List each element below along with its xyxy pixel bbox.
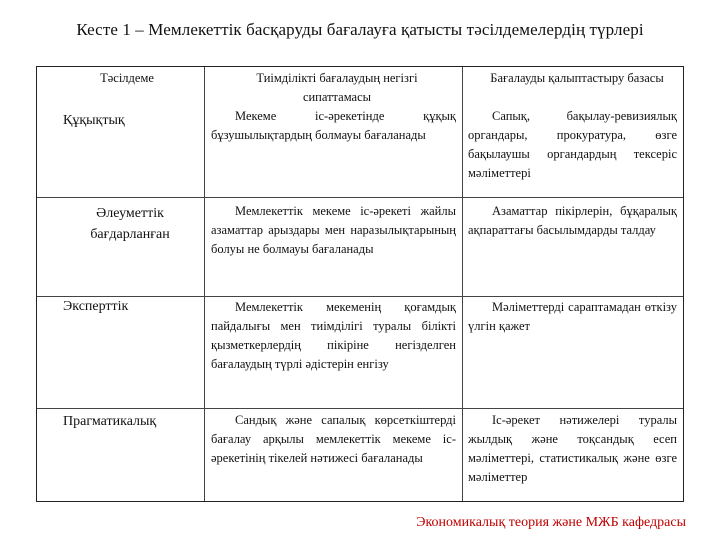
row-description: Мекеме іс-әрекетінде құқық бұзушылықтардың болмауы бағаланады <box>211 109 456 142</box>
row-basis: Сапық, бақылау-ревизиялық органдары, прокуратура, өзге бақылаушы органдардың тексеріс мәліметтері <box>468 109 677 180</box>
row-basis: Азаматтар пікірлерін, бұқаралық ақпараттағы басылымдарды талдау <box>468 204 677 237</box>
row-name: Прагматикалық <box>63 414 157 429</box>
department-footer: Экономикалық теория және МЖБ кафедрасы <box>416 515 686 530</box>
row-name: Әлеуметтік бағдарланған <box>90 206 170 242</box>
header-approach: Тәсілдеме <box>100 71 154 85</box>
column-divider <box>204 67 205 501</box>
column-divider <box>462 67 463 501</box>
row-name: Эксперттік <box>63 299 129 314</box>
row-basis: Мәліметтерді сараптамадан өткізу үлгін қажет <box>468 300 677 333</box>
row-basis: Іс-әрекет нәтижелері туралы жылдық және тоқсандық есеп мәліметтері, статистикалық және өзге мәліметтер <box>468 413 677 484</box>
header-basis: Бағалауды қалыптастыру базасы <box>490 71 664 85</box>
row-divider <box>37 408 683 409</box>
row-description: Мемлекеттік мекеме іс-әрекеті жайлы азаматтар арыздары мен наразылықтарының болуы не болмауы бағаланады <box>211 204 456 256</box>
table-caption: Кесте 1 – Мемлекеттік басқаруды бағалауға қатысты тәсілдемелердің түрлері <box>76 20 644 39</box>
row-divider <box>37 197 683 198</box>
row-name: Құқықтық <box>63 113 125 128</box>
row-description: Сандық және сапалық көрсеткіштерді бағалау арқылы мемлекеттік мекеме іс-әрекетінің тікелей нәтижесі бағаланады <box>211 413 456 465</box>
approaches-table <box>36 66 684 502</box>
header-description: Тиімділікті бағалаудың негізгі сипаттамасы <box>256 71 418 104</box>
row-description: Мемлекеттік мекеменің қоғамдық пайдалығы мен тиімділігі туралы білікті қызметкерлердің пікіріне негізделген бағалаудың түрлі әдістерін енгізу <box>211 300 456 371</box>
